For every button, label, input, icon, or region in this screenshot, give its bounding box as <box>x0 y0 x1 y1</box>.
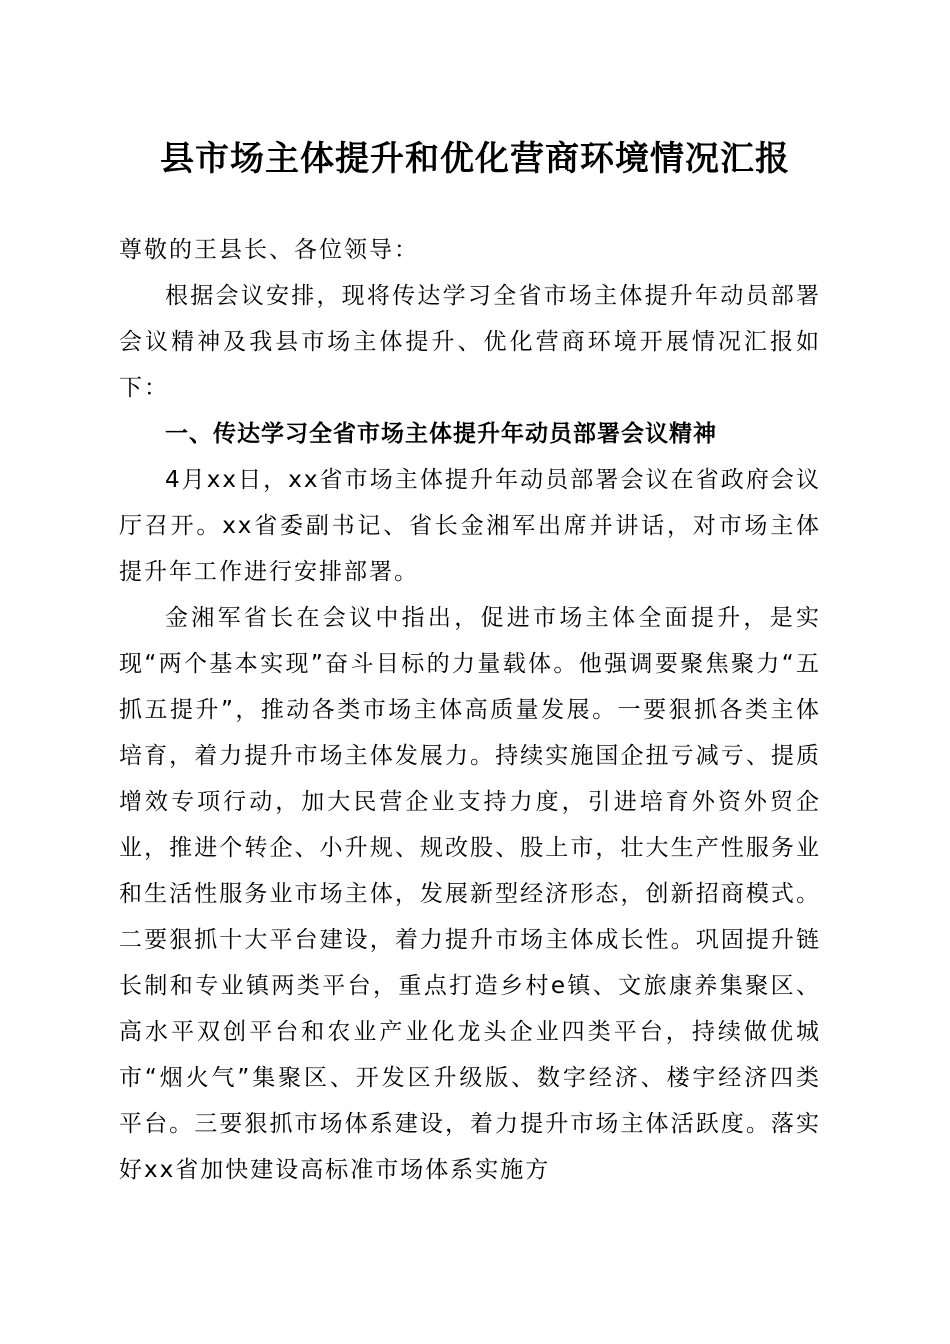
document-title: 县市场主体提升和优化营商环境情况汇报 <box>160 139 790 179</box>
paragraph-governor-speech: 金湘军省长在会议中指出，促进市场主体全面提升，是实现“两个基本实现”奋斗目标的力量载体。他强调要聚焦聚力“五抓五提升”，推动各类市场主体高质量发展。一要狠抓各类主体培育，着力提升市场主体发展力。持续实施国企扭亏减亏、提质增效专项行动，加大民营企业支持力度，引进培育外资外贸企业，推进个转企、小升规、规改股、股上市，壮大生产性服务业和生活性服务业市场主体，发展新型经济形态，创新招商模式。二要狠抓十大平台建设，着力提升市场主体成长性。巩固提升链长制和专业镇两类平台，重点打造乡村e镇、文旅康养集聚区、高水平双创平台和农业产业化龙头企业四类平台，持续做优城市“烟火气”集聚区、开发区升级版、数字经济、楼宇经济四类平台。三要狠抓市场体系建设，着力提升市场主体活跃度。落实好xx省加快建设高标准市场体系实施方 <box>119 605 821 1183</box>
paragraph-intro: 根据会议安排，现将传达学习全省市场主体提升年动员部署会议精神及我县市场主体提升、优化营商环境开展情况汇报如下： <box>119 283 821 401</box>
salutation: 尊敬的王县长、各位领导： <box>119 237 419 263</box>
section-heading-1: 一、传达学习全省市场主体提升年动员部署会议精神 <box>165 421 717 447</box>
document-body <box>119 227 821 1193</box>
paragraph-meeting: 4月xx日，xx省市场主体提升年动员部署会议在省政府会议厅召开。xx省委副书记、省长金湘军出席并讲话，对市场主体提升年工作进行安排部署。 <box>119 467 821 585</box>
